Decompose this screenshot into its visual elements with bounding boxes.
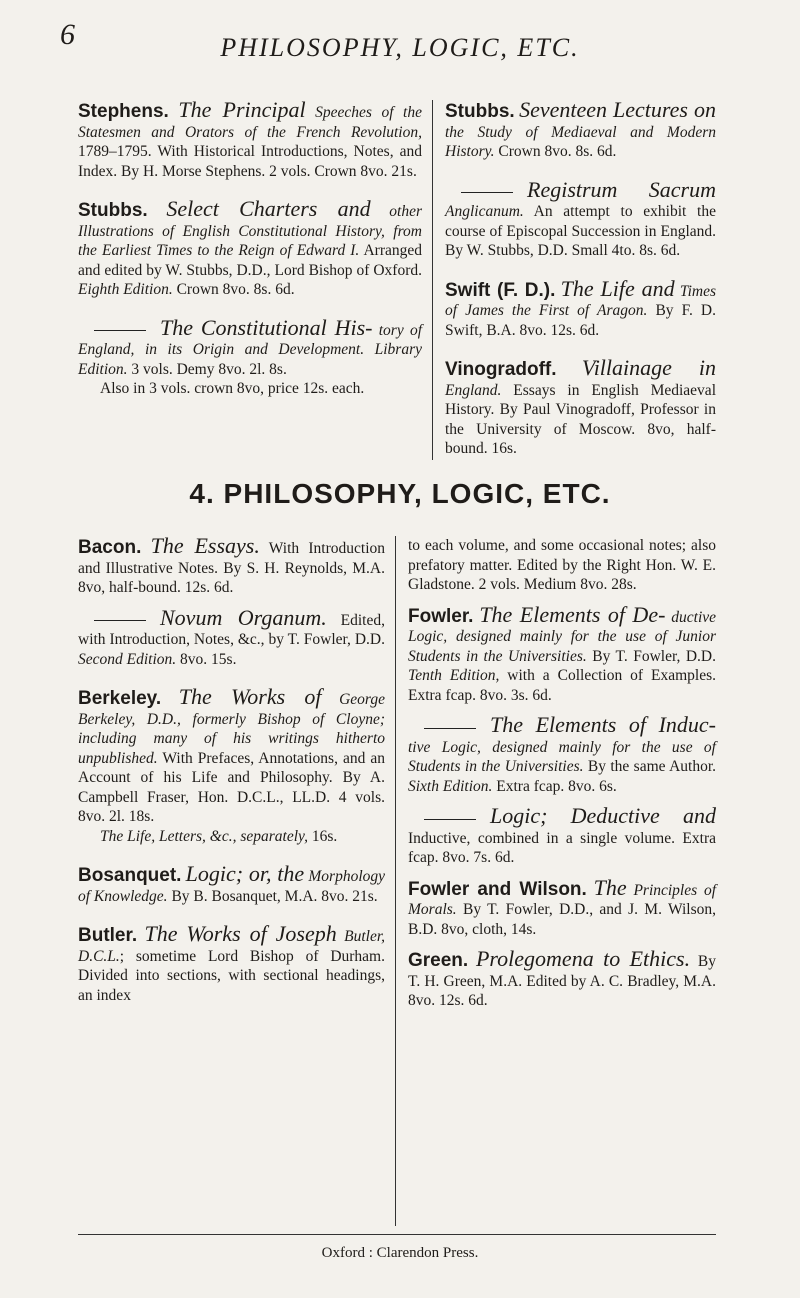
bottom-left-column (78, 533, 396, 1226)
entry-registrum: Registrum Sacrum Anglicanum. An attempt to exhibit the course of Episcopal Succession in England. By W. Stubbs, D.D. Small 4to. 8s. 6d. (445, 176, 716, 259)
entry-title: The (593, 874, 627, 900)
entry-stubbs-charters: Stubbs. Select Charters and other Illustrations of English Constitutional History, from the Earliest Times to the Reign of Edward I. Arranged and edited by W. Stubbs, D.D., Lord Bishop of Oxford. Eighth Edition. Crown 8vo. 8s. 6d. (78, 196, 423, 298)
entry-title: The Elements of Induc- (490, 712, 716, 737)
entry-novum-organum: Novum Organum. Edited, with Introduction, Notes, &c., by T. Fowler, D.D. Second Edition. 8vo. 15s. (78, 604, 385, 668)
section-title: 4. PHILOSOPHY, LOGIC, ETC. (189, 478, 611, 509)
entry-fowler-wilson: Fowler and Wilson. The Principles of Morals. By T. Fowler, D.D., and J. M. Wilson, B.D. 8vo, cloth, 14s. (408, 874, 717, 938)
entry-title: Select Charters and (166, 196, 371, 221)
ditto-dash (94, 330, 146, 331)
entry-title: Villainage in (581, 355, 716, 380)
page-number: 6 (60, 18, 75, 51)
entry-title: The Principal (178, 97, 306, 122)
entry-stubbs-constitutional: The Constitutional His- tory of England, in its Origin and Development. Library Edition. 3 vols. Demy 8vo. 2l. 8s. Also in 3 vols. crown 8vo, price 12s. each. (78, 314, 423, 397)
entry-title: The Works of (178, 684, 322, 709)
entry-title: The Elements of De- (479, 601, 666, 627)
entry-stephens: Stephens. The Principal Speeches of the Statesmen and Orators of the French Revolution, 1789–1795. With Historical Introductions, Notes, and Index. By H. Morse Stephens. 2 vols. Crown 8vo. 21s. (78, 97, 422, 180)
ditto-dash (461, 192, 513, 193)
footer-imprint: Oxford : Clarendon Press. (321, 1245, 479, 1261)
entry-title: Registrum Sacrum (527, 176, 716, 202)
entry-fowler-inductive: The Elements of Induc- tive Logic, designed mainly for the use of Students in the Universities. By the same Author. Sixth Edition. Extra fcap. 8vo. 6s. (408, 712, 717, 795)
entry-bacon: Bacon. The Essays. With Introduction and Illustrative Notes. By S. H. Reynolds, M.A. 8vo, half-bound. 12s. 6d. (78, 533, 386, 596)
entry-vinogradoff: Vinogradoff. Villainage in England. Essays in English Mediaeval History. By Paul Vinogradoff, Professor in the University of Moscow. 8vo, half-bound. 16s. (445, 355, 716, 457)
entry-bosanquet: Bosanquet. Logic; or, the Morphology of Knowledge. By B. Bosanquet, M.A. 8vo. 21s. (78, 861, 386, 905)
entry-fowler-deductive: Fowler. The Elements of De- ductive Logic, designed mainly for the use of Junior Students in the Universities. By T. Fowler, D.D. Tenth Edition, with a Collection of Examples. Extra fcap. 8vo. 3s. 6d. (408, 601, 717, 704)
entry-title: Logic; or, the (185, 861, 305, 886)
ditto-dash (94, 620, 146, 621)
ditto-dash (424, 728, 476, 729)
footer-rule (78, 1234, 716, 1235)
entry-title: The Works of Joseph (144, 921, 337, 946)
entry-butler: Butler. The Works of Joseph Butler, D.C.L.; sometime Lord Bishop of Durham. Divided into sections, with sectional headings, an index (78, 921, 386, 1004)
running-head: PHILOSOPHY, LOGIC, ETC. (220, 33, 580, 62)
ditto-dash (424, 819, 476, 820)
entry-green: Green. Prolegomena to Ethics. By T. H. Green, M.A. Edited by A. C. Bradley, M.A. 8vo. 12s. 6d. (408, 946, 716, 1009)
entry-fowler-logic: Logic; Deductive and Inductive, combined in a single volume. Extra fcap. 8vo. 7s. 6d. (408, 803, 716, 866)
entry-title: The Essays. (150, 533, 260, 558)
entry-berkeley: Berkeley. The Works of George Berkeley, D.D., formerly Bishop of Cloyne; including many of his writings hitherto unpublished. With Prefaces, Annotations, and an Account of his Life and Philosophy. By A. Campbell Fraser, Hon. D.C.L., LL.D. 4 vols. 8vo. 2l. 18s. The Life, Letters, &c., separately, 16s. (78, 684, 386, 845)
top-left-column (78, 97, 433, 460)
top-columns (78, 97, 717, 460)
bottom-columns (78, 533, 717, 1226)
entry-title: Novum Organum. (160, 604, 327, 630)
entry-title: The Constitutional His- (160, 314, 373, 340)
entry-title: Prolegomena to Ethics. (475, 946, 691, 971)
entry-title: Logic; Deductive and (490, 803, 716, 828)
entry-title: The Life and (560, 275, 675, 301)
top-right-column (433, 97, 717, 460)
bottom-right-column (396, 536, 716, 1226)
entry-title: Seventeen Lectures on (519, 97, 717, 122)
entry-butler-continued: to each volume, and some occasional notes; also prefatory matter. Edited by the Right Hon. W. E. Gladstone. 2 vols. Medium 8vo. 28s. (408, 537, 716, 593)
entry-stubbs-lectures: Stubbs. Seventeen Lectures on the Study of Mediaeval and Modern History. Crown 8vo. 8s. 6d. (445, 97, 717, 160)
entry-swift: Swift (F. D.). The Life and Times of James the First of Aragon. By F. D. Swift, B.A. 8vo. 12s. 6d. (445, 275, 717, 339)
